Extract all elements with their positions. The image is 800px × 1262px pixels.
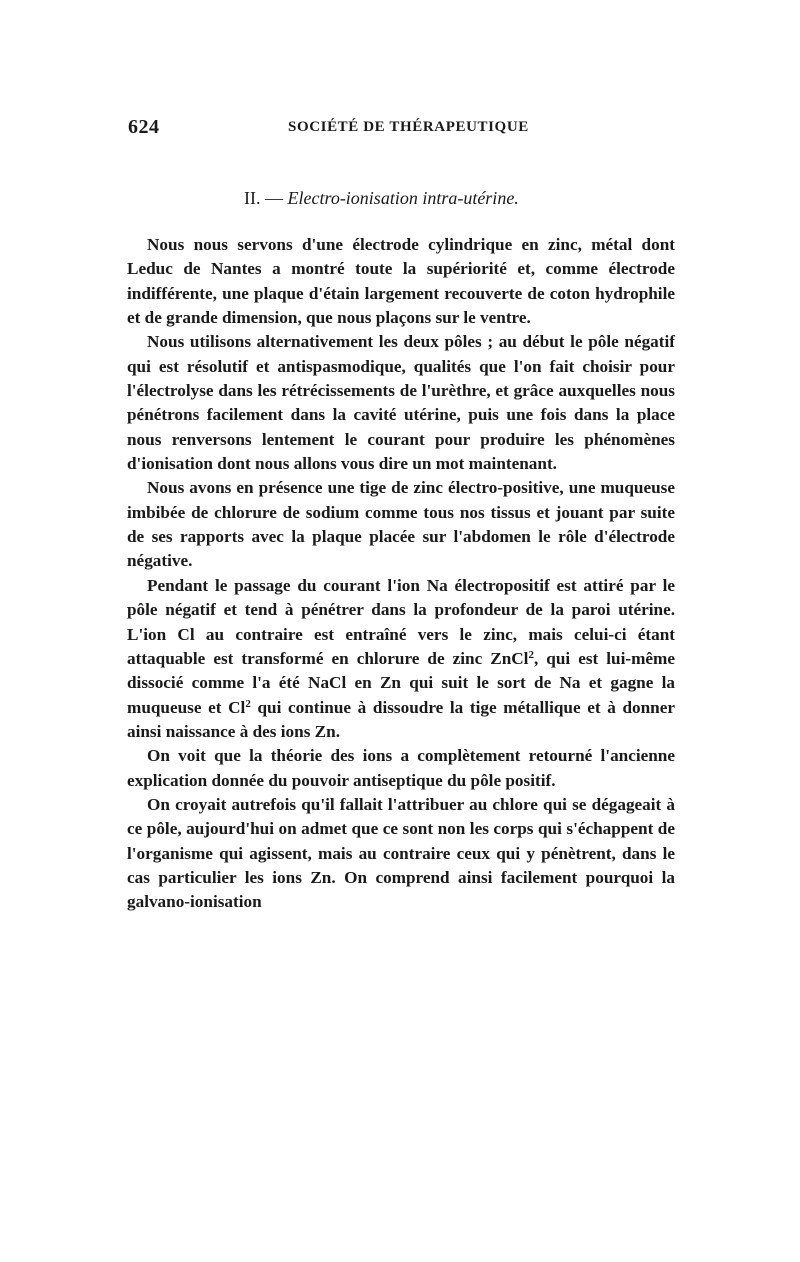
paragraph-2: Nous utilisons alternativement les deux pôles ; au début le pôle négatif qui est résolutif et antispasmodique, qualités que l'on fait choisir pour l'électrolyse dans les rétrécissements de l'urèthre, et grâce auxquelles nous pénétrons facilement dans la cavité utérine, puis une fois dans la place nous renversons lentement le courant pour produire les phénomènes d'ionisation dont nous allons vous dire un mot maintenant. — [127, 332, 675, 474]
paragraph-5: On voit que la théorie des ions a complètement retourné l'ancienne explication donnée du pouvoir antiseptique du pôle positif. — [127, 746, 675, 790]
section-number: II. — — [244, 188, 283, 208]
page-number: 624 — [128, 116, 160, 138]
section-title: Electro-ionisation intra-utérine. — [287, 188, 519, 208]
paragraph-4-part-2: , qui est lui-même dissocié comme l'a été NaCl en Zn qui suit le sort de Na et gagne la muqueuse et Cl — [127, 648, 675, 717]
paragraph-4 — [127, 574, 675, 744]
superscript-2: 2 — [528, 648, 534, 661]
paragraph-1: Nous nous servons d'une électrode cylindrique en zinc, métal dont Leduc de Nantes a montré toute la supériorité et, comme électrode indifférente, une plaque d'étain largement recouverte de coton hydrophile et de grande dimension, que nous plaçons sur le ventre. — [127, 235, 675, 328]
paragraph-6: On croyait autrefois qu'il fallait l'attribuer au chlore qui se dégageait à ce pôle, aujourd'hui on admet que ce sont non les corps qui s'échappent de l'organisme qui agissent, mais au contraire ceux qui y pénètrent, dans le cas particulier les ions Zn. On comprend ainsi facilement pourquoi la galvano-ionisation — [127, 794, 675, 912]
running-header — [128, 116, 676, 140]
paragraph-4-part-1: Pendant le passage du courant l'ion Na électropositif est attiré par le pôle négatif et tend à pénétrer dans la profondeur de la paroi utérine. L'ion Cl au contraire est entraîné vers le zinc, mais celui-ci étant attaquable est transformé en chlorure de zinc ZnCl — [127, 575, 675, 668]
body-text — [127, 233, 675, 915]
section-heading — [244, 188, 519, 209]
paragraph-4-part-3: qui continue à dissoudre la tige métallique et à donner ainsi naissance à des ions Zn. — [127, 697, 675, 741]
journal-title: SOCIÉTÉ DE THÉRAPEUTIQUE — [288, 119, 529, 135]
superscript-2: 2 — [245, 697, 251, 710]
paragraph-3: Nous avons en présence une tige de zinc électro-positive, une muqueuse imbibée de chlorure de sodium comme tous nos tissus et jouant par suite de ses rapports avec la plaque placée sur l'abdomen le rôle d'électrode négative. — [127, 478, 675, 571]
